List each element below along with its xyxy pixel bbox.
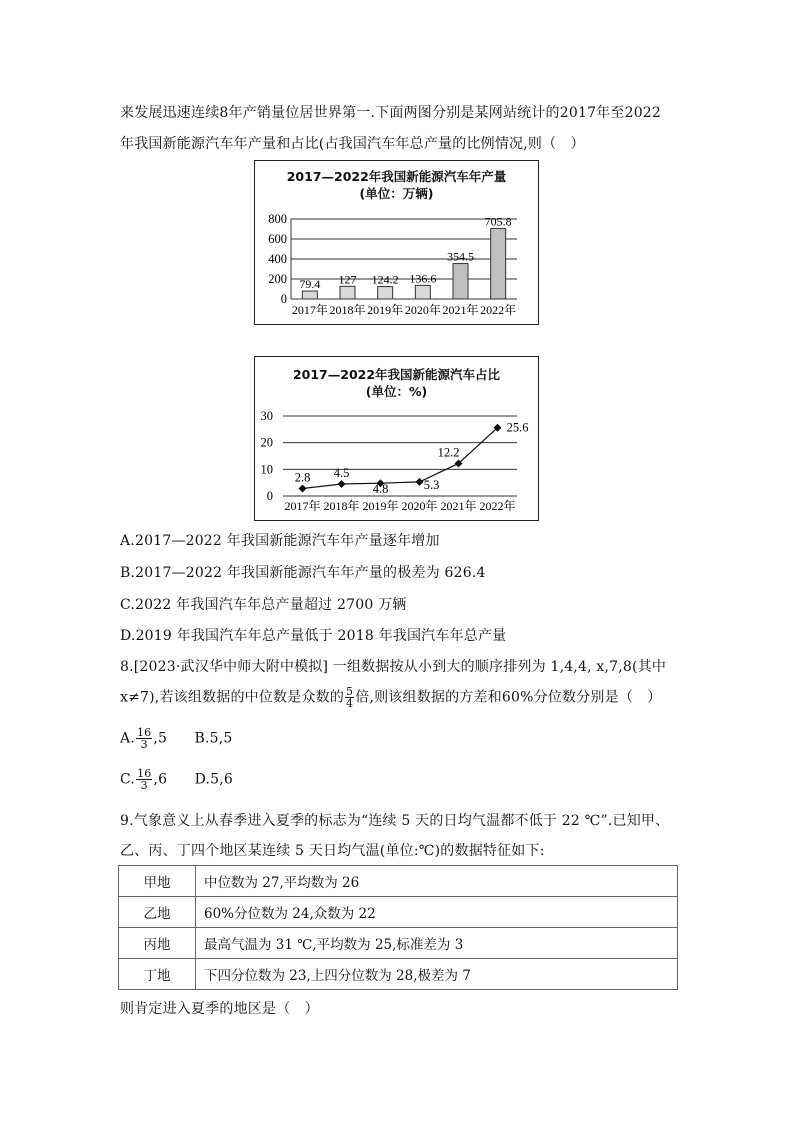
bar-value-label: 124.2: [371, 272, 399, 287]
q8-options-row-2: [120, 768, 233, 791]
point-value-label: 25.6: [506, 420, 529, 435]
table-row: [119, 959, 678, 990]
x-tick-label: 2020年: [401, 499, 438, 513]
bar-chart-plot: [255, 161, 538, 324]
bar-value-label: 705.8: [484, 214, 512, 229]
y-tick-label: 400: [268, 252, 287, 266]
table-row: [119, 928, 678, 959]
y-tick-label: 800: [268, 212, 287, 226]
x-tick-label: 2020年: [404, 303, 441, 317]
x-tick-label: 2019年: [362, 499, 399, 513]
share-line-chart: [254, 356, 539, 521]
point-value-label: 2.8: [294, 470, 311, 485]
q8-opt-b: B.5,5: [194, 730, 233, 747]
x-tick-label: 2017年: [291, 303, 328, 317]
q8-opt-a-num: 16: [136, 726, 152, 739]
chart1-title: 2017—2022年我国新能源汽车年产量: [286, 169, 507, 184]
feature-cell: 最高气温为 31 ℃,平均数为 25,标准差为 3: [196, 928, 678, 959]
table-row: [119, 897, 678, 928]
x-tick-label: 2021年: [442, 303, 479, 317]
bar: [415, 285, 430, 299]
option-d: D.2019 年我国汽车年总产量低于 2018 年我国汽车年总产量: [120, 628, 507, 644]
point-value-label: 5.3: [423, 477, 440, 492]
chart2-subtitle: (单位：%): [365, 384, 428, 399]
intro-line-2: 年我国新能源汽车年产量和占比(占我国汽车年总产量的比例情况,则（ ）: [120, 136, 585, 152]
table-row: [119, 866, 678, 897]
option-a: A.2017—2022 年我国新能源汽车年产量逐年增加: [120, 533, 440, 549]
q8-opt-a-suffix: ,5: [153, 730, 168, 747]
feature-cell: 中位数为 27,平均数为 26: [196, 866, 678, 897]
bar-value-label: 136.6: [409, 271, 437, 286]
line-chart-plot: [255, 357, 538, 520]
q8-frac-num: 5: [346, 685, 354, 698]
bar-value-label: 79.4: [299, 277, 321, 292]
q8-opt-c-suffix: ,6: [153, 771, 168, 788]
option-b: B.2017—2022 年我国新能源汽车年产量的极差为 626.4: [120, 565, 486, 581]
feature-cell: 60%分位数为 24,众数为 22: [196, 897, 678, 928]
bar: [378, 287, 393, 299]
y-tick-label: 600: [268, 232, 287, 246]
q8-line-2-a: x≠7),若该组数据的中位数是众数的: [120, 689, 345, 706]
x-tick-label: 2018年: [329, 303, 366, 317]
q9-feature-table: [118, 865, 678, 990]
q8-line-2: [120, 686, 661, 709]
y-tick-label: 30: [260, 409, 273, 423]
x-tick-label: 2019年: [367, 303, 404, 317]
production-bar-chart: [254, 160, 539, 325]
chart1-subtitle: (单位：万辆): [359, 186, 434, 201]
q9-line-2: 乙、丙、丁四个地区某连续 5 天日均气温(单位:℃)的数据特征如下:: [120, 843, 545, 859]
bar-value-label: 354.5: [447, 249, 474, 264]
q8-opt-c-num: 16: [137, 767, 152, 780]
option-c: C.2022 年我国汽车年总产量超过 2700 万辆: [120, 597, 407, 613]
point-value-label: 4.8: [372, 482, 389, 497]
bar: [453, 264, 468, 299]
feature-cell: 下四分位数为 23,上四分位数为 28,极差为 7: [196, 959, 678, 990]
bar-value-label: 127: [338, 272, 357, 287]
q8-opt-c-prefix: C.: [120, 771, 136, 788]
bar: [491, 228, 506, 299]
region-cell: 丙地: [119, 928, 196, 959]
q8-line-1: 8.[2023·武汉华中师大附中模拟] 一组数据按从小到大的顺序排列为 1,4,4, x,7,8(其中: [120, 659, 667, 675]
y-tick-label: 20: [260, 435, 273, 450]
point-value-label: 4.5: [333, 466, 350, 480]
data-point: [338, 480, 346, 488]
bar: [302, 291, 317, 299]
region-cell: 丁地: [119, 959, 196, 990]
data-point: [299, 485, 307, 493]
y-tick-label: 10: [260, 462, 273, 477]
bar: [340, 286, 355, 299]
q9-question: 则肯定进入夏季的地区是（ ）: [120, 1001, 319, 1017]
point-value-label: 12.2: [437, 445, 460, 460]
y-tick-label: 0: [266, 489, 273, 503]
region-cell: 乙地: [119, 897, 196, 928]
region-cell: 甲地: [119, 866, 196, 897]
q8-opt-a-frac: [136, 727, 152, 750]
x-tick-label: 2021年: [440, 499, 477, 513]
q8-line-2-b: 倍,则该组数据的方差和60%分位数分别是（ ）: [355, 689, 662, 706]
x-tick-label: 2022年: [479, 499, 516, 513]
x-tick-label: 2022年: [480, 303, 517, 317]
chart2-title: 2017—2022年我国新能源汽车占比: [292, 367, 501, 382]
y-tick-label: 200: [268, 272, 287, 286]
q8-options-row-1: [120, 727, 232, 750]
intro-line-1: 来发展迅速连续8年产销量位居世界第一.下面两图分别是某网站统计的2017年至2022: [120, 105, 662, 121]
x-tick-label: 2017年: [284, 499, 321, 513]
q8-fraction: [345, 686, 354, 709]
x-tick-label: 2018年: [323, 499, 360, 513]
q9-line-1: 9.气象意义上从春季进入夏季的标志为“连续 5 天的日均气温都不低于 22 ℃”.已知甲、: [120, 813, 670, 829]
q8-frac-den: 4: [346, 697, 354, 710]
q8-opt-a-prefix: A.: [120, 730, 135, 747]
data-point: [416, 478, 424, 486]
q8-opt-d: D.5,6: [194, 771, 234, 788]
q8-opt-a-den: 3: [140, 738, 148, 751]
y-tick-label: 0: [280, 292, 287, 306]
series-line: [303, 428, 498, 489]
q8-opt-c-den: 3: [140, 779, 148, 792]
q8-opt-c-frac: [136, 768, 152, 791]
